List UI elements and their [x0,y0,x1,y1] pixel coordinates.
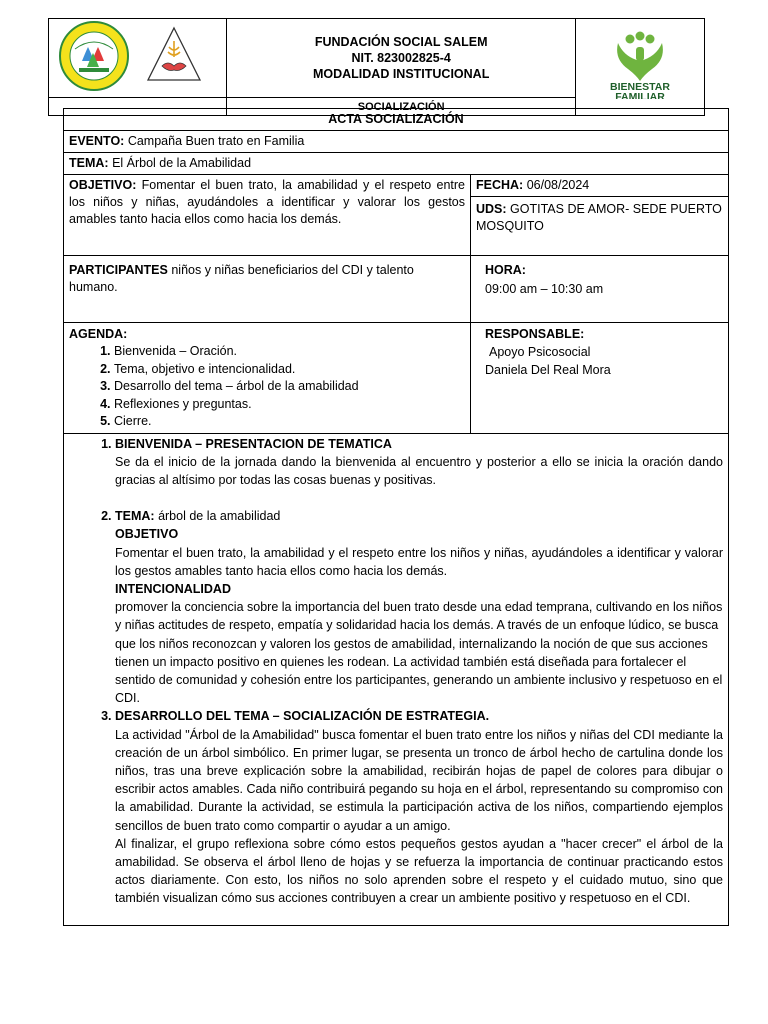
s3-heading: 3. DESARROLLO DEL TEMA – SOCIALIZACIÓN DE ESTRATEGIA. [115,709,490,724]
icbf-logo-word1: BIENESTAR [610,80,671,93]
body-sections [69,435,723,908]
participantes-value: niños y niñas beneficiarios del CDI y talento humano. [69,263,414,294]
participantes-label: PARTICIPANTES [69,263,168,277]
s3-text-2: Al finalizar, el grupo reflexiona sobre cómo estos pequeños gestos ayudan a "hacer crecer" el árbol de la amabilidad. Se observa el árbol lleno de hojas y se refuerza la importancia de continuar practicando estos actos diariamente. Con esto, los niños no solo aprenden sobre el respeto y el cuidado mutuo, sino que también visualizan cómo sus acciones contribuyen a crear un ambiente positivo y respetuoso en el CDI. [115,836,723,906]
uds-label: UDS: [476,202,507,216]
s2-intencionalidad-text: promover la conciencia sobre la importancia del buen trato desde una edad temprana, cultivando en los niños y niñas actitudes de respeto, empatía y solidaridad hacia los demás. A través de un enfoque lúdico, se busca que los niños reconozcan y valoren los gestos de amabilidad, internalizando la noción de que sus acciones tienen un impacto positivo en quienes les rodean. La actividad también está diseñada para fortalecer el sentido de comunidad y cohesión entre los participantes, generando un ambiente inclusivo y respetuoso en el CDI. [115,600,723,706]
fecha-value: 06/08/2024 [526,178,590,192]
fecha-label: FECHA: [476,178,524,192]
hora-label: HORA: [485,263,526,277]
responsable-name: Daniela Del Real Mora [485,363,611,377]
responsable-cell [471,323,729,434]
section-bienvenida [115,435,723,508]
agenda-label: AGENDA: [69,327,128,341]
evento-label: EVENTO: [69,134,125,148]
org-nit: NIT. 823002825-4 [351,51,451,65]
salem-triangle-logo [145,25,203,85]
acta-table [63,108,729,926]
responsable-label: RESPONSABLE: [485,327,585,341]
agenda-item: 5. Cierre. [114,413,465,431]
fecha-cell [471,175,729,197]
agenda-item: 2. Tema, objetivo e intencionalidad. [114,361,465,379]
icbf-logo-cell [576,19,705,116]
tema-row [64,153,729,175]
section-desarrollo [115,707,723,907]
evento-row [64,131,729,153]
header-title-cell [227,19,576,98]
s2-objetivo-text: Fomentar el buen trato, la amabilidad y el respeto entre los niños y niñas, ayudándoles a identificar y valorar los gestos amables tanto hacia ellos como hacia los demás. [115,545,723,578]
s3-text-1: La actividad "Árbol de la Amabilidad" busca fomentar el buen trato entre los niños y niñas del CDI mediante la creación de un árbol simbólico. En primer lugar, se presenta un tronco de árbol hecho de cartulina donde los niños, tras una breve explicación sobre la amabilidad, recibirán hojas de papel de colores para dibujar o escribir actos amables. Cada niño contribuirá pegando su hoja en el árbol, representando su compromiso con la amabilidad. Durante la actividad, se estimula la participación activa de los niños, compartiendo ejemplos sencillos de buen trato como compartir o ayudar a un amigo. [115,727,723,833]
s2-objetivo-heading: OBJETIVO [115,527,179,542]
header-subtitle: SOCIALIZACIÓN [227,98,576,116]
body-cell [64,433,729,925]
agenda-item: 3. Desarrollo del tema – árbol de la amabilidad [114,378,465,396]
uds-cell [471,197,729,256]
objetivo-cell [64,175,471,256]
org-name: FUNDACIÓN SOCIAL SALEM [314,35,488,49]
s1-heading: 1. BIENVENIDA – PRESENTACION DE TEMATICA [115,436,392,451]
s2-value: árbol de la amabilidad [158,509,281,524]
bienestar-familiar-logo [600,31,680,99]
responsable-role: Apoyo Psicosocial [489,345,591,359]
agenda-list [69,343,465,431]
evento-value: Campaña Buen trato en Familia [127,134,305,148]
uds-value: GOTITAS DE AMOR- SEDE PUERTO MOSQUITO [476,202,722,233]
tema-label: TEMA: [69,156,109,170]
agenda-item: 1. Bienvenida – Oración. [114,343,465,361]
icbf-logo-word2: FAMILIAR [615,90,665,99]
participantes-cell [64,256,471,323]
hora-cell [471,256,729,323]
agenda-item: 4. Reflexiones y preguntas. [114,396,465,414]
tema-value: El Árbol de la Amabilidad [112,156,252,170]
agenda-cell [64,323,471,434]
s2-title [115,507,723,525]
modality: MODALIDAD INSTITUCIONAL [312,67,490,81]
hora-value: 09:00 am – 10:30 am [485,282,604,296]
objetivo-value: Fomentar el buen trato, la amabilidad y el respeto entre los niños y niñas, ayudándoles a identificar y valorar los gestos amables tanto hacia ellos como hacia los demás. [69,178,465,226]
section-tema [115,507,723,707]
objetivo-label: OBJETIVO: [69,178,137,192]
s1-text: Se da el inicio de la jornada dando la bienvenida al encuentro y posterior a ello se inicia la oración dando gracias al altísimo por todas las cosas buenas y positivas. [115,454,723,487]
s2-intencionalidad-heading: INTENCIONALIDAD [115,581,231,596]
acta-title: ACTA SOCIALIZACIÓN [64,109,729,131]
s2-label: TEMA: [115,509,155,524]
